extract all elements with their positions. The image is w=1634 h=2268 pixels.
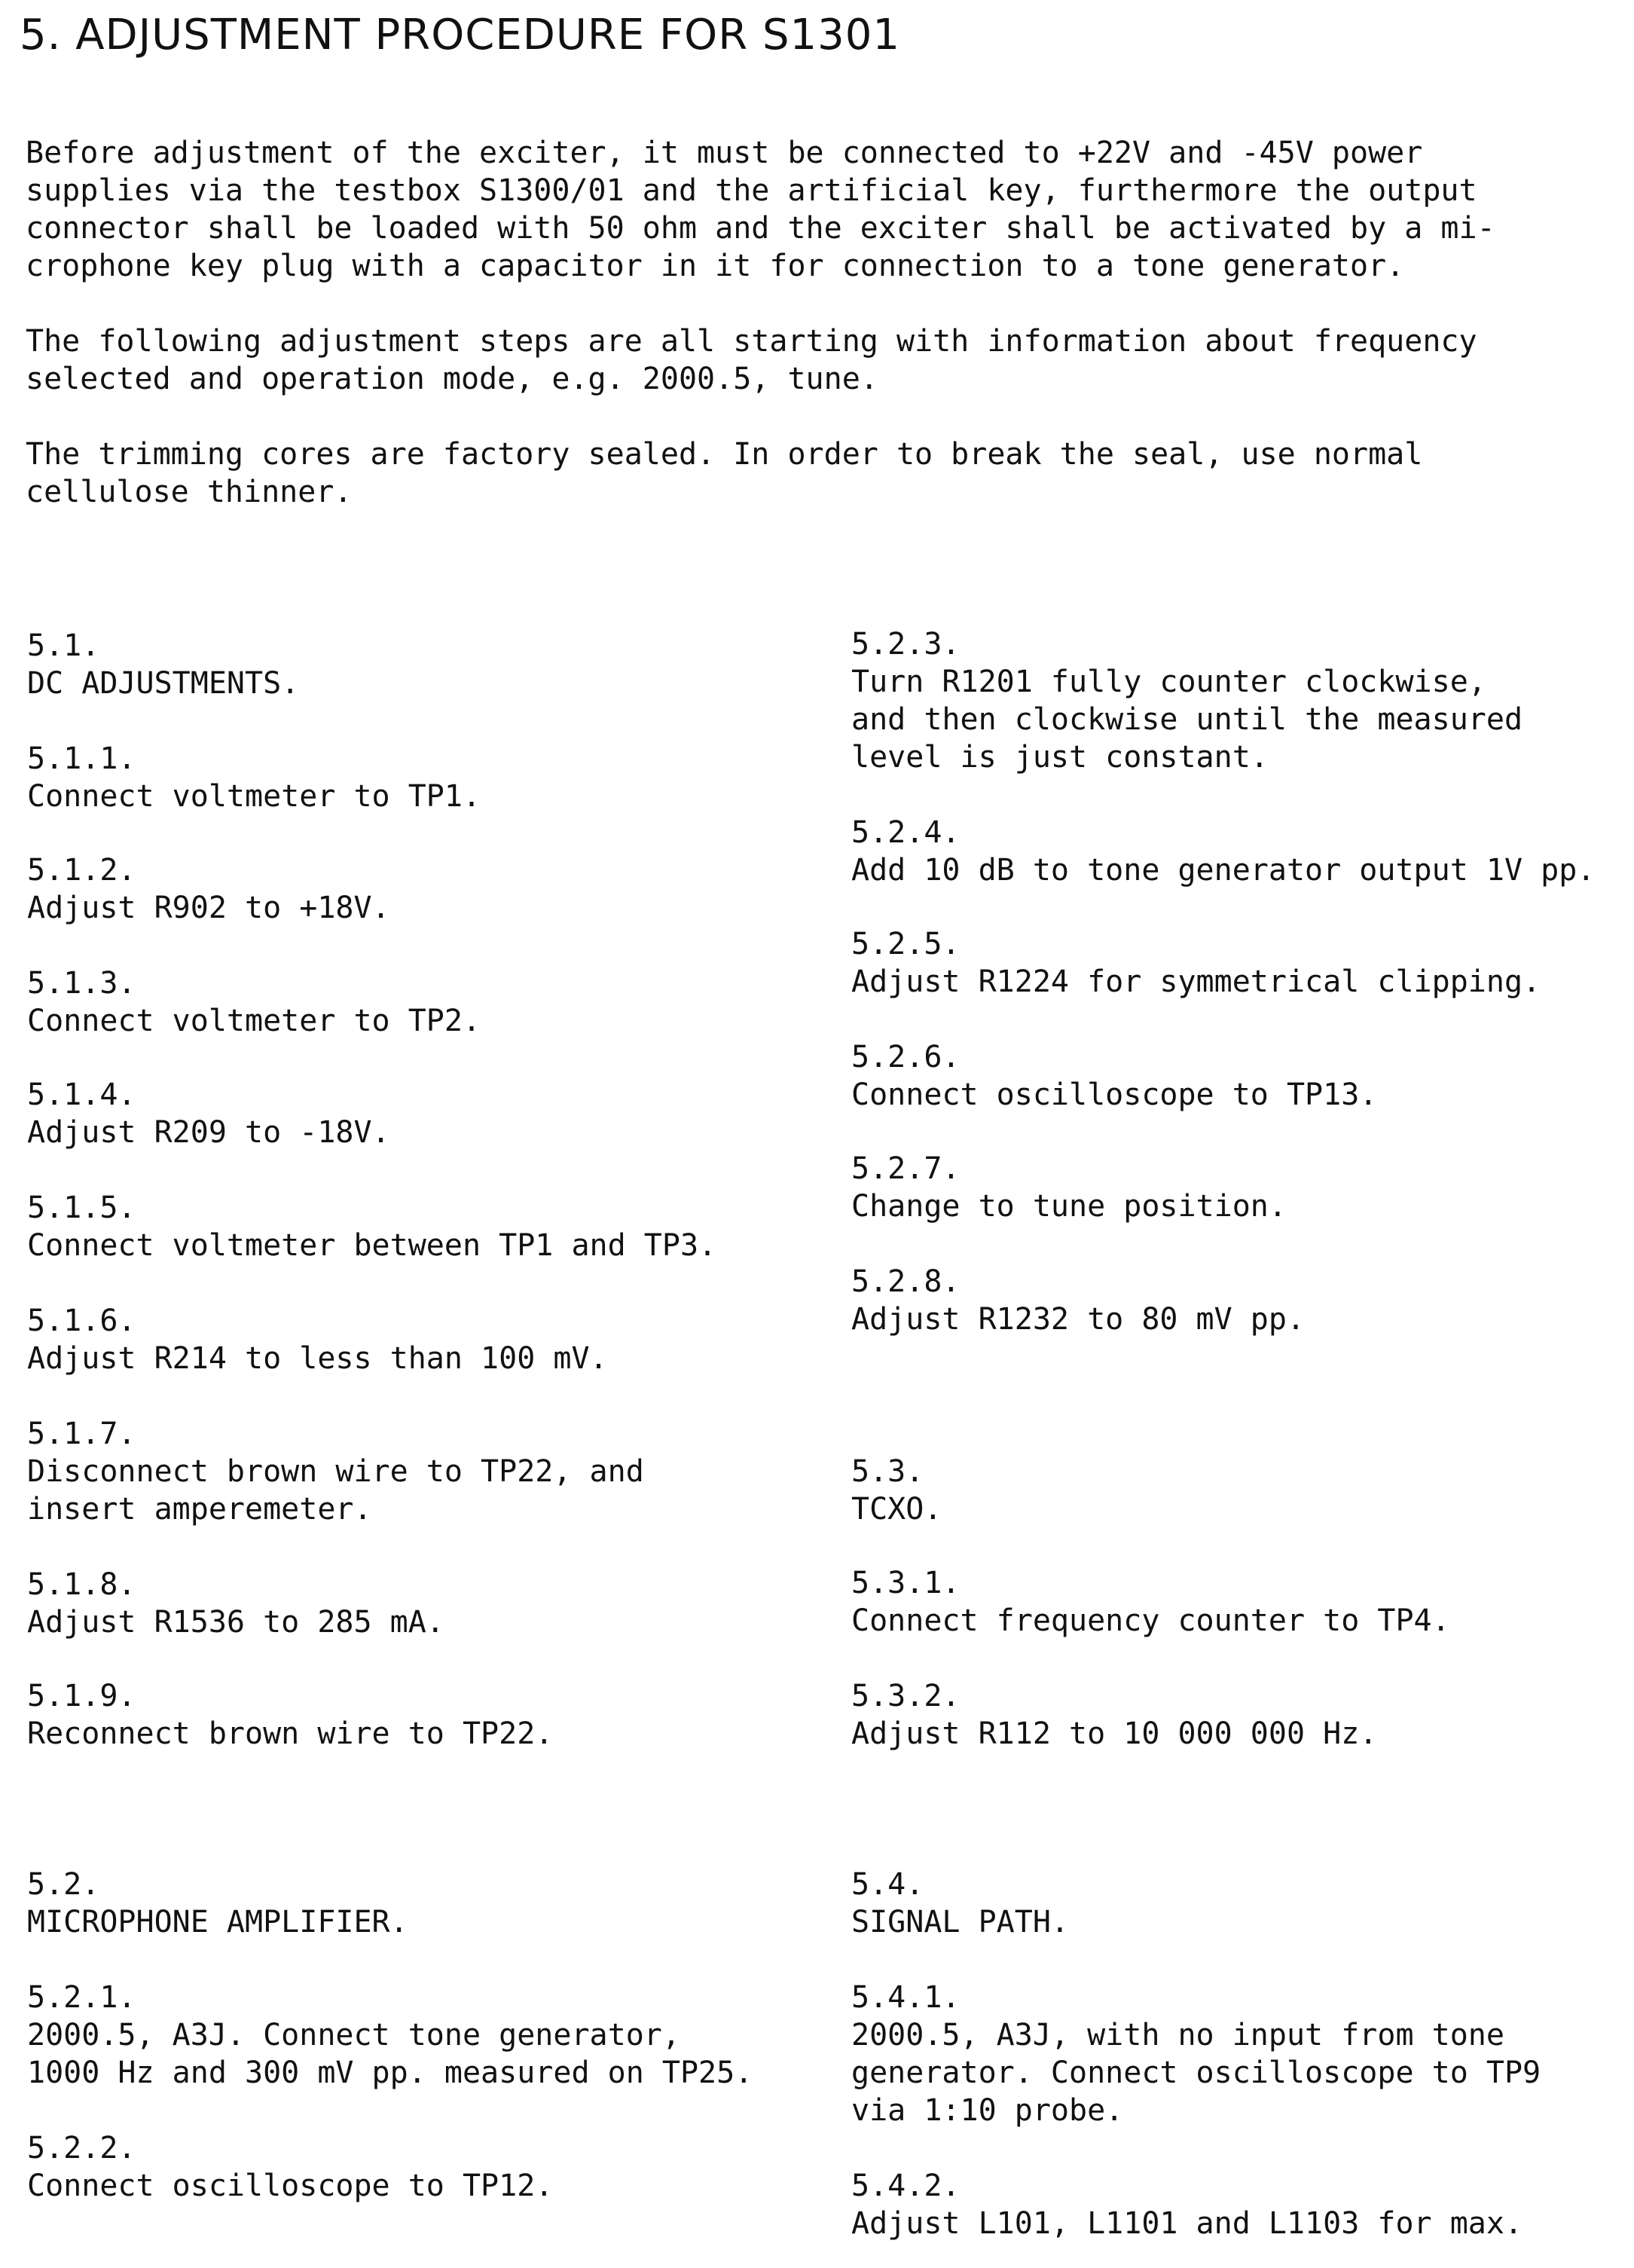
step-text: generator. Connect oscilloscope to TP9 bbox=[851, 2056, 1541, 2090]
step-number: 5.1.8. bbox=[27, 1567, 136, 1602]
step-text: Adjust R209 to -18V. bbox=[27, 1115, 390, 1150]
step-number: 5.1.6. bbox=[27, 1304, 136, 1338]
step-text: Disconnect brown wire to TP22, and bbox=[27, 1454, 644, 1489]
step-text: 2000.5, A3J, with no input from tone bbox=[851, 2018, 1504, 2053]
step-number: 5.3.2. bbox=[851, 1679, 961, 1713]
step bbox=[27, 851, 390, 927]
step bbox=[27, 1677, 553, 1753]
step bbox=[851, 1979, 1541, 2129]
step-text: Add 10 dB to tone generator output 1V pp. bbox=[851, 853, 1596, 888]
step-number: 5.4.1. bbox=[851, 1980, 961, 2015]
step-number: 5.3. bbox=[851, 1454, 924, 1489]
step-text: insert amperemeter. bbox=[27, 1492, 372, 1527]
step-text: Reconnect brown wire to TP22. bbox=[27, 1716, 554, 1751]
step-text: Adjust R1224 for symmetrical clipping. bbox=[851, 964, 1541, 999]
step-text: TCXO. bbox=[851, 1492, 942, 1527]
section-heading bbox=[851, 1453, 942, 1528]
step-number: 5.3.1. bbox=[851, 1566, 961, 1600]
step bbox=[27, 1415, 644, 1528]
section-heading bbox=[27, 1866, 408, 1941]
step bbox=[27, 1302, 608, 1377]
step-number: 5.1.1. bbox=[27, 741, 136, 776]
step-text: 1000 Hz and 300 mV pp. measured on TP25. bbox=[27, 2056, 753, 2090]
step bbox=[27, 1076, 390, 1151]
step bbox=[851, 814, 1595, 889]
step-text: Connect voltmeter to TP1. bbox=[27, 779, 481, 814]
step-number: 5.2.8. bbox=[851, 1264, 961, 1299]
section-heading bbox=[851, 1866, 1069, 1941]
intro-paragraph-3: The trimming cores are factory sealed. In order to break the seal, use normal cellulose thinner. bbox=[26, 437, 1423, 509]
step-number: 5.2.4. bbox=[851, 815, 961, 850]
step-text: Turn R1201 fully counter clockwise, bbox=[851, 665, 1486, 699]
step-number: 5.1.3. bbox=[27, 966, 136, 1001]
step bbox=[851, 925, 1541, 1001]
step-number: 5.2.3. bbox=[851, 627, 961, 662]
step-text: Adjust R214 to less than 100 mV. bbox=[27, 1341, 608, 1376]
step-text: Adjust R112 to 10 000 000 Hz. bbox=[851, 1716, 1378, 1751]
step-number: 5.2.1. bbox=[27, 1980, 136, 2015]
step-text: Adjust L101, L1101 and L1103 for max. bbox=[851, 2206, 1523, 2241]
step-number: 5.4.2. bbox=[851, 2169, 961, 2203]
step-text: Adjust R1536 to 285 mA. bbox=[27, 1605, 444, 1640]
intro-paragraph-2: The following adjustment steps are all starting with information about frequency selected and operation mode, e.g. 2000.5, tune. bbox=[26, 324, 1477, 396]
step bbox=[851, 1150, 1287, 1225]
step bbox=[851, 1677, 1377, 1753]
step-text: Connect voltmeter to TP2. bbox=[27, 1004, 481, 1038]
step bbox=[27, 1189, 716, 1264]
step-text: and then clockwise until the measured bbox=[851, 702, 1523, 737]
step-number: 5.2.5. bbox=[851, 927, 961, 961]
intro-paragraph-1: Before adjustment of the exciter, it must be connected to +22V and -45V power supplies via the testbox S1300/01 and the artificial key, furthermore the output connector shall be loaded with 50 ohm and the exciter shall be activated by a mi- crophone key plug with a capacitor in it for connection to a tone generator. bbox=[26, 136, 1495, 283]
page-title: 5. ADJUSTMENT PROCEDURE FOR S1301 bbox=[20, 11, 901, 60]
step-number: 5.1.4. bbox=[27, 1077, 136, 1112]
step bbox=[851, 1038, 1377, 1114]
step-number: 5.1.5. bbox=[27, 1191, 136, 1225]
step-text: Change to tune position. bbox=[851, 1189, 1287, 1224]
step-text: Adjust R902 to +18V. bbox=[27, 891, 390, 925]
step-number: 5.2.7. bbox=[851, 1151, 961, 1186]
step-text: Connect frequency counter to TP4. bbox=[851, 1603, 1450, 1638]
step-number: 5.1.9. bbox=[27, 1679, 136, 1713]
step-number: 5.2.2. bbox=[27, 2131, 136, 2166]
step-number: 5.2. bbox=[27, 1867, 100, 1902]
step bbox=[27, 964, 481, 1040]
step-number: 5.1.2. bbox=[27, 853, 136, 888]
step-text: via 1:10 probe. bbox=[851, 2093, 1124, 2128]
step bbox=[851, 1564, 1450, 1640]
section-heading bbox=[27, 627, 299, 702]
step-text: Adjust R1232 to 80 mV pp. bbox=[851, 1302, 1306, 1337]
step-text: MICROPHONE AMPLIFIER. bbox=[27, 1905, 408, 1939]
step bbox=[27, 1566, 444, 1641]
step-text: Connect voltmeter between TP1 and TP3. bbox=[27, 1228, 717, 1263]
step bbox=[851, 1263, 1305, 1338]
step-text: level is just constant. bbox=[851, 740, 1269, 775]
step-number: 5.1. bbox=[27, 628, 100, 663]
step-text: DC ADJUSTMENTS. bbox=[27, 666, 300, 701]
step-text: 2000.5, A3J. Connect tone generator, bbox=[27, 2018, 680, 2053]
step-number: 5.2.6. bbox=[851, 1040, 961, 1074]
step bbox=[27, 1979, 753, 2092]
step-text: Connect oscilloscope to TP12. bbox=[27, 2169, 554, 2203]
step bbox=[27, 2129, 553, 2205]
step bbox=[27, 740, 481, 815]
step-text: SIGNAL PATH. bbox=[851, 1905, 1069, 1939]
step-text: Connect oscilloscope to TP13. bbox=[851, 1077, 1378, 1112]
step-number: 5.1.7. bbox=[27, 1417, 136, 1451]
step bbox=[851, 2167, 1523, 2242]
step-number: 5.4. bbox=[851, 1867, 924, 1902]
step bbox=[851, 625, 1523, 776]
